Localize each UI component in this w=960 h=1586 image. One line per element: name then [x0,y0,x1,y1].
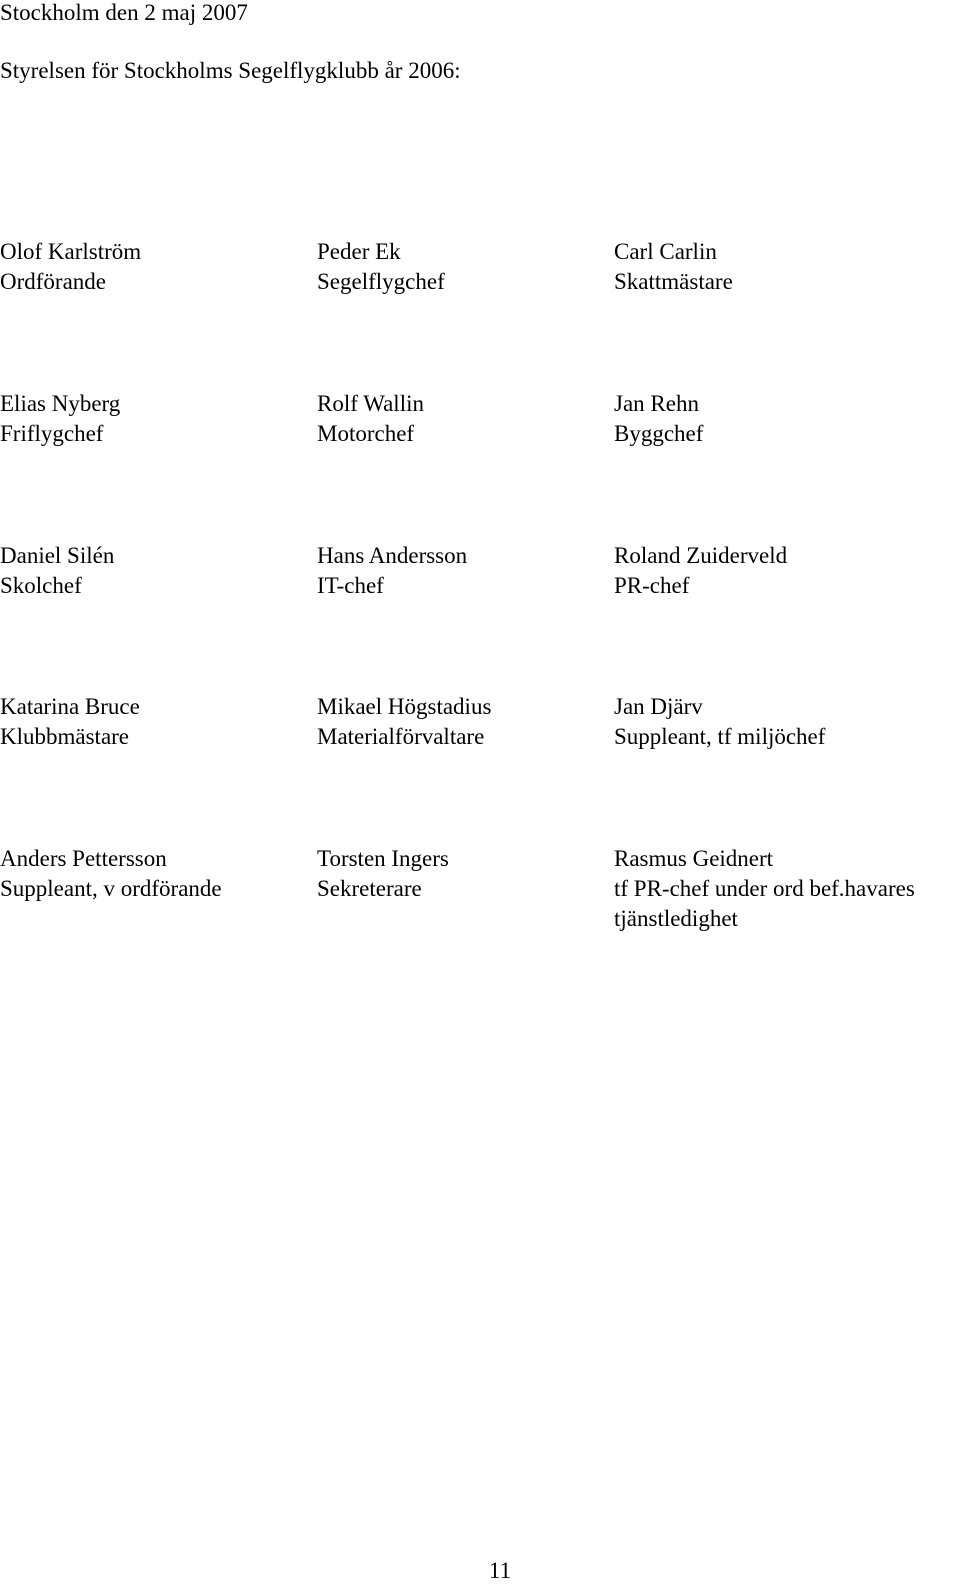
member-role: Suppleant, tf miljöchef [614,724,826,749]
member-name: Jan Djärv [614,694,703,719]
member-role: Klubbmästare [0,724,130,749]
board-member [614,541,787,601]
member-role: Skolchef [0,573,82,598]
board-intro-line: Styrelsen för Stockholms Segelflygklubb år 2006: [0,58,461,83]
member-name: Torsten Ingers [317,846,449,871]
member-role: tf PR-chef under ord bef.havares [614,876,915,901]
member-role: Skattmästare [614,269,733,294]
board-member [317,389,424,449]
board-member [614,237,733,297]
member-name: Hans Andersson [317,543,468,568]
member-role: Suppleant, v ordförande [0,876,222,901]
date-line: Stockholm den 2 maj 2007 [0,0,248,25]
member-name: Rasmus Geidnert [614,846,774,871]
member-name: Katarina Bruce [0,694,140,719]
board-member [0,844,222,904]
member-role: Materialförvaltare [317,724,485,749]
board-member [0,237,141,297]
member-name: Peder Ek [317,239,401,264]
member-name: Roland Zuiderveld [614,543,788,568]
member-role: Friflygchef [0,421,104,446]
member-name: Anders Pettersson [0,846,167,871]
member-name: Jan Rehn [614,391,699,416]
member-role-continuation: tjänstledighet [614,906,738,931]
board-member [0,692,140,752]
member-name: Olof Karlström [0,239,142,264]
member-role: Segelflygchef [317,269,445,294]
member-name: Mikael Högstadius [317,694,492,719]
member-name: Rolf Wallin [317,391,424,416]
member-name: Elias Nyberg [0,391,121,416]
board-member [317,844,449,904]
board-member [317,237,445,297]
board-member [317,692,491,752]
board-member [0,541,114,601]
member-role: Ordförande [0,269,107,294]
member-name: Carl Carlin [614,239,717,264]
member-role: Sekreterare [317,876,422,901]
page-number: 11 [488,1558,512,1583]
board-member [614,844,915,934]
board-member [614,692,825,752]
board-member [0,389,120,449]
member-role: PR-chef [614,573,690,598]
member-role: IT-chef [317,573,384,598]
board-member [317,541,467,601]
member-role: Byggchef [614,421,704,446]
board-member [614,389,703,449]
member-name: Daniel Silén [0,543,115,568]
member-role: Motorchef [317,421,415,446]
